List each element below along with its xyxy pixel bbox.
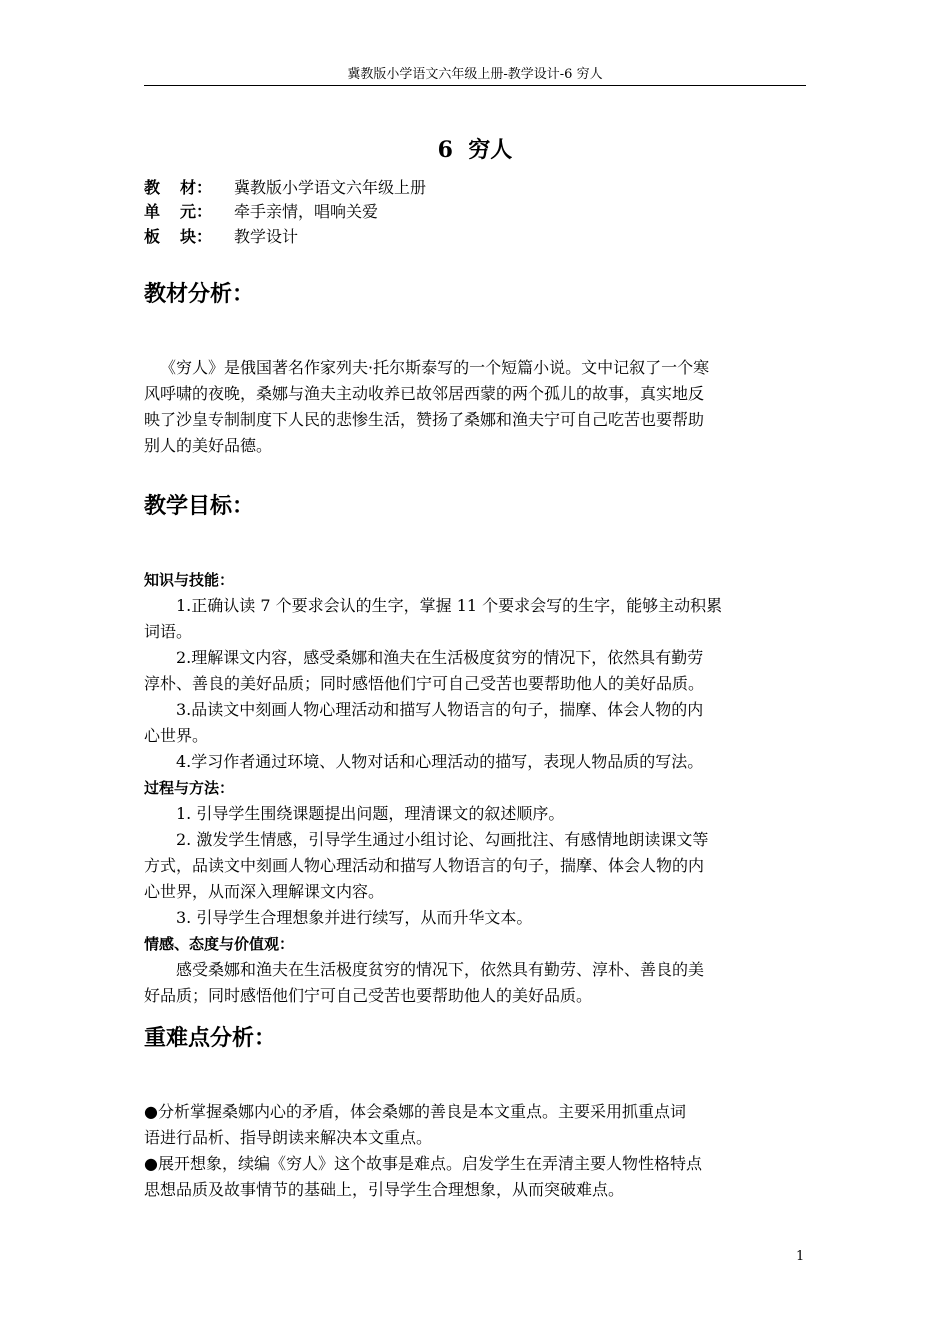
bullet-dot: ● xyxy=(144,1154,158,1173)
text-line: 淳朴、善良的美好品质；同时感悟他们宁可自己受苦也要帮助他人的美好品质。 xyxy=(144,674,705,693)
meta-key: 材： xyxy=(180,178,213,197)
meta-unit xyxy=(144,200,378,224)
text-line: 映了沙皇专制制度下人民的悲惨生活，赞扬了桑娜和渔夫宁可自己吃苦也要帮助 xyxy=(144,410,705,429)
text-line: 别人的美好品德。 xyxy=(144,436,273,455)
goals-body xyxy=(144,567,808,1009)
meta-block xyxy=(144,225,298,249)
text-line: 感受桑娜和渔夫在生活极度贫穷的情况下，依然具有勤劳、淳朴、善良的美 xyxy=(176,960,705,979)
bullet-item xyxy=(144,1151,808,1177)
running-header: 冀教版小学语文六年级上册-教学设计-6 穷人 xyxy=(347,67,603,82)
text-line: 心世界。 xyxy=(144,726,209,745)
text-line: 3.品读文中刻画人物心理活动和描写人物语言的句子，揣摩、体会人物的内 xyxy=(176,700,704,719)
text-line: 方式，品读文中刻画人物心理活动和描写人物语言的句子，揣摩、体会人物的内 xyxy=(144,856,705,875)
document-title: 6 穷人 xyxy=(437,137,513,163)
text-line: 展开想象，续编《穷人》这个故事是难点。启发学生在弄清主要人物性格特点 xyxy=(157,1154,702,1173)
meta-key: 单 xyxy=(144,202,161,221)
section-heading-keypoints: 重难点分析： xyxy=(144,1026,277,1051)
text-line: 2.理解课文内容，感受桑娜和渔夫在生活极度贫穷的情况下，依然具有勤劳 xyxy=(176,648,704,667)
text-line: 3. 引导学生合理想象并进行续写，从而升华文本。 xyxy=(176,908,533,927)
text-line: 1. 引导学生围绕课题提出问题，理清课文的叙述顺序。 xyxy=(176,804,565,823)
text-line: 分析掌握桑娜内心的矛盾，体会桑娜的善良是本文重点。主要采用抓重点词 xyxy=(157,1102,686,1121)
text-line: 好品质；同时感悟他们宁可自己受苦也要帮助他人的美好品质。 xyxy=(144,986,593,1005)
meta-value: 教学设计 xyxy=(234,227,299,246)
subheading-emotion: 情感、态度与价值观： xyxy=(144,935,295,953)
section-heading-goals: 教学目标： xyxy=(144,494,255,519)
header-rule xyxy=(144,85,806,86)
section-heading-analysis: 教材分析： xyxy=(144,282,255,307)
text-line: 《穷人》是俄国著名作家列夫·托尔斯泰写的一个短篇小说。文中记叙了一个寒 xyxy=(160,358,710,377)
text-line: 4.学习作者通过环境、人物对话和心理活动的描写，表现人物品质的写法。 xyxy=(176,752,704,771)
meta-key: 教 xyxy=(144,178,161,197)
text-line: 词语。 xyxy=(144,622,193,641)
text-line: 2. 激发学生情感，引导学生通过小组讨论、勾画批注、有感情地朗读课文等 xyxy=(176,830,709,849)
text-line: 语进行品析、指导朗读来解决本文重点。 xyxy=(144,1128,433,1147)
keypoints-body xyxy=(144,1099,808,1203)
meta-value: 冀教版小学语文六年级上册 xyxy=(234,178,427,197)
meta-value: 牵手亲情，唱响关爱 xyxy=(234,202,379,221)
analysis-paragraph xyxy=(144,355,808,459)
text-line: 1.正确认读 7 个要求会认的生字，掌握 11 个要求会写的生字，能够主动积累 xyxy=(176,596,723,615)
bullet-item xyxy=(144,1099,808,1125)
subheading-process: 过程与方法： xyxy=(144,779,235,797)
text-line: 思想品质及故事情节的基础上，引导学生合理想象，从而突破难点。 xyxy=(144,1180,625,1199)
page-number: 1 xyxy=(796,1249,805,1264)
text-line: 心世界，从而深入理解课文内容。 xyxy=(144,882,385,901)
meta-key: 元： xyxy=(180,202,213,221)
meta-textbook xyxy=(144,176,426,200)
meta-key: 板 xyxy=(144,227,161,246)
subheading-knowledge: 知识与技能： xyxy=(144,571,235,589)
text-line: 风呼啸的夜晚，桑娜与渔夫主动收养已故邻居西蒙的两个孤儿的故事，真实地反 xyxy=(144,384,705,403)
bullet-dot: ● xyxy=(144,1102,158,1121)
meta-key: 块： xyxy=(180,227,213,246)
